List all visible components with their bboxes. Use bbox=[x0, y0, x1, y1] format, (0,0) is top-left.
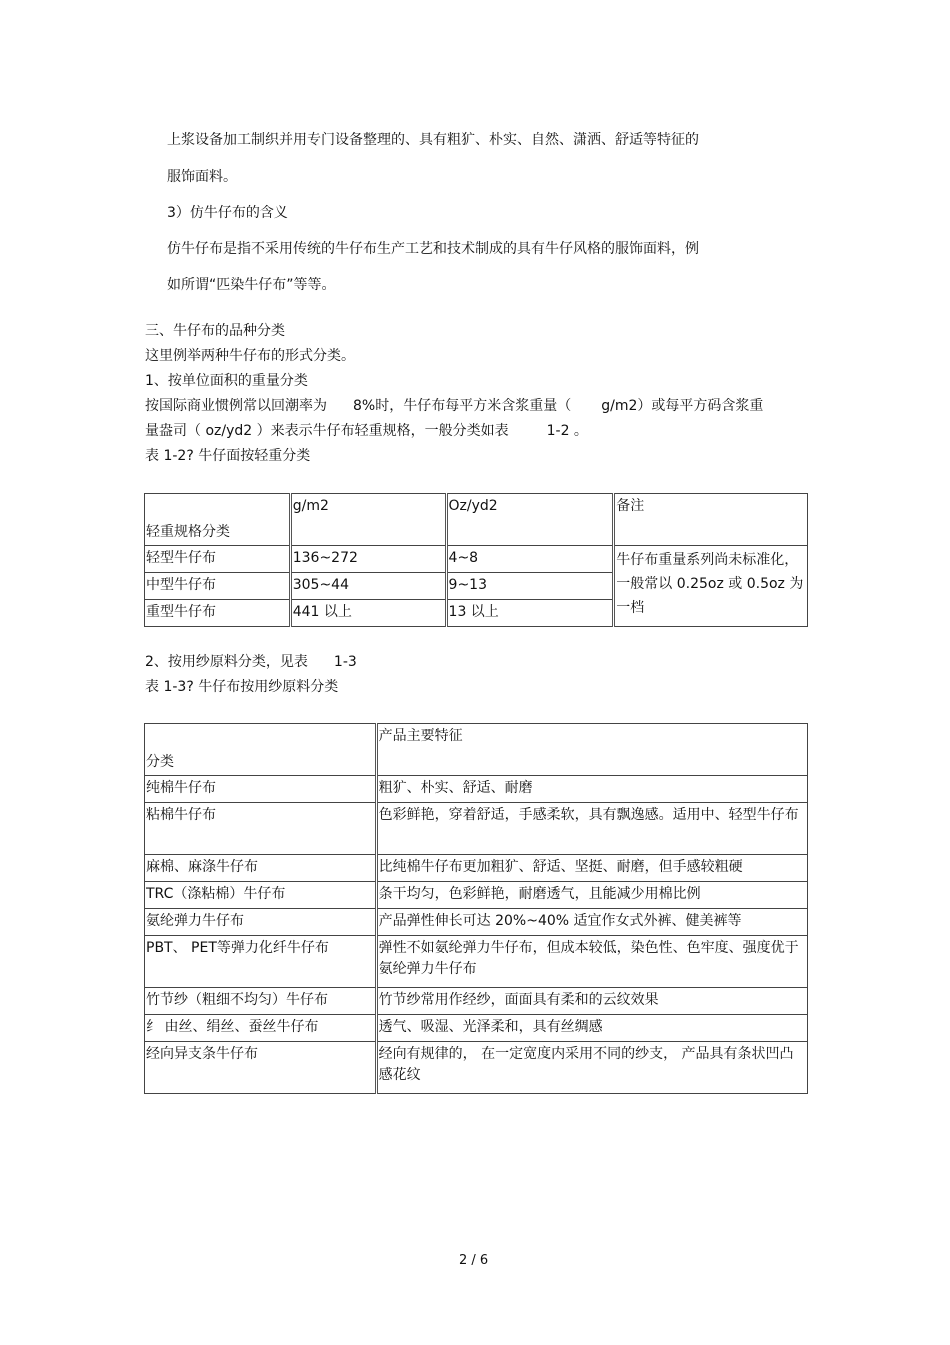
weight-classification-table bbox=[144, 493, 808, 627]
table-row bbox=[145, 1015, 808, 1042]
paragraph-line: 如所谓“匹染牛仔布”等等。 bbox=[167, 277, 336, 293]
paragraph-line: 服饰面料。 bbox=[167, 169, 237, 185]
table-row bbox=[145, 988, 808, 1015]
table-cell: 纯棉牛仔布 bbox=[145, 776, 377, 803]
subheading: 3）仿牛仔布的含义 bbox=[167, 205, 288, 221]
table-cell: 粘棉牛仔布 bbox=[145, 803, 377, 855]
paragraph-line bbox=[145, 422, 588, 440]
section-heading: 三、牛仔布的品种分类 bbox=[145, 323, 285, 339]
table-header-cell: 产品主要特征 bbox=[376, 724, 807, 776]
table-cell: 441 以上 bbox=[290, 600, 446, 627]
table-cell: 麻棉、麻涤牛仔布 bbox=[145, 855, 377, 882]
table-cell: 经向有规律的， 在一定宽度内采用不同的纱支， 产品具有条状凹凸感花纹 bbox=[376, 1042, 807, 1094]
subheading: 1、按单位面积的重量分类 bbox=[145, 373, 308, 389]
table-row bbox=[145, 855, 808, 882]
table-header-cell: 备注 bbox=[614, 494, 808, 546]
text-span: 1-3 bbox=[333, 654, 357, 670]
table-cell: 重型牛仔布 bbox=[145, 600, 291, 627]
table-cell: 色彩鲜艳，穿着舒适，手感柔软，具有飘逸感。适用中、轻型牛仔布 bbox=[376, 803, 807, 855]
table-caption: 表 1-3? 牛仔布按用纱原料分类 bbox=[145, 679, 339, 695]
table-cell: 中型牛仔布 bbox=[145, 573, 291, 600]
table-row bbox=[145, 909, 808, 936]
table-cell: 13 以上 bbox=[446, 600, 614, 627]
text-span: g/m2）或每平方码含浆重 bbox=[601, 398, 764, 414]
table-cell: 305~44 bbox=[290, 573, 446, 600]
table-cell: 弹性不如氨纶弹力牛仔布，但成本较低，染色性、色牢度、强度优于氨纶弹力牛仔布 bbox=[376, 936, 807, 988]
table-header-cell: Oz/yd2 bbox=[446, 494, 614, 546]
table-cell: 条干均匀，色彩鲜艳，耐磨透气，且能减少用棉比例 bbox=[376, 882, 807, 909]
table-cell: 4~8 bbox=[446, 546, 614, 573]
table-cell: PBT、 PET等弹力化纤牛仔布 bbox=[145, 936, 377, 988]
page-number: 2 / 6 bbox=[459, 1253, 489, 1268]
table-note-cell: 牛仔布重量系列尚未标准化，一般常以 0.25oz 或 0.5oz 为一档 bbox=[614, 546, 808, 627]
table-cell: 9~13 bbox=[446, 573, 614, 600]
yarn-material-table bbox=[144, 723, 808, 1094]
table-row bbox=[145, 776, 808, 803]
table-row bbox=[145, 1042, 808, 1094]
text-span: 1-2 。 bbox=[546, 423, 588, 439]
table-cell: 竹节纱（粗细不均匀）牛仔布 bbox=[145, 988, 377, 1015]
table-row bbox=[145, 936, 808, 988]
table-cell: 粗犷、朴实、舒适、耐磨 bbox=[376, 776, 807, 803]
table-row bbox=[145, 882, 808, 909]
table-cell: 产品弹性伸长可达 20%~40% 适宜作女式外裤、健美裤等 bbox=[376, 909, 807, 936]
paragraph-line: 上浆设备加工制织并用专门设备整理的、具有粗犷、朴实、自然、潇洒、舒适等特征的 bbox=[167, 132, 699, 148]
table-cell: 比纯棉牛仔布更加粗犷、舒适、坚挺、耐磨，但手感较粗硬 bbox=[376, 855, 807, 882]
paragraph-line bbox=[145, 397, 763, 415]
table-cell: 竹节纱常用作经纱，面面具有柔和的云纹效果 bbox=[376, 988, 807, 1015]
text-span: 按国际商业惯例常以回潮率为 bbox=[145, 398, 327, 414]
paragraph-line: 仿牛仔布是指不采用传统的牛仔布生产工艺和技术制成的具有牛仔风格的服饰面料，例 bbox=[167, 241, 699, 257]
table-cell: 纟 由丝、绢丝、蚕丝牛仔布 bbox=[145, 1015, 377, 1042]
table-row bbox=[145, 546, 808, 573]
table-header-cell: g/m2 bbox=[290, 494, 446, 546]
table-cell: 轻型牛仔布 bbox=[145, 546, 291, 573]
paragraph-line: 这里例举两种牛仔布的形式分类。 bbox=[145, 348, 355, 364]
subheading bbox=[145, 653, 357, 671]
table-cell: 透气、吸湿、光泽柔和，具有丝绸感 bbox=[376, 1015, 807, 1042]
table-row bbox=[145, 803, 808, 855]
table-caption: 表 1-2? 牛仔面按轻重分类 bbox=[145, 448, 311, 464]
table-cell: 氨纶弹力牛仔布 bbox=[145, 909, 377, 936]
text-span: 2、按用纱原料分类，见表 bbox=[145, 654, 308, 670]
table-cell: 136~272 bbox=[290, 546, 446, 573]
table-header-cell: 分类 bbox=[145, 724, 377, 776]
table-header-cell: 轻重规格分类 bbox=[145, 494, 291, 546]
text-span: 量盎司（ oz/yd2 ）来表示牛仔布轻重规格，一般分类如表 bbox=[145, 423, 509, 439]
text-span: 8%时，牛仔布每平方米含浆重量（ bbox=[353, 398, 572, 414]
table-cell: TRC（涤粘棉）牛仔布 bbox=[145, 882, 377, 909]
table-cell: 经向异支条牛仔布 bbox=[145, 1042, 377, 1094]
